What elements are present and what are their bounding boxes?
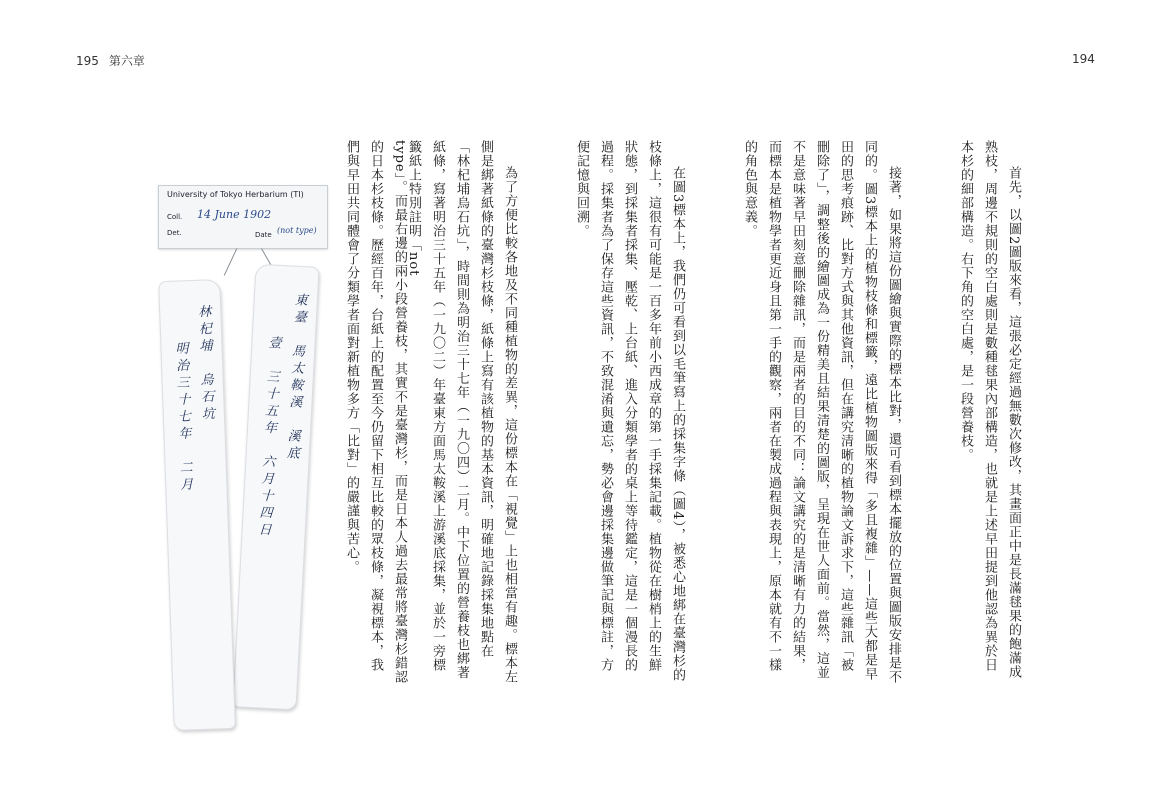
det-label: Det. <box>167 229 182 237</box>
paragraph: 在圖3標本上，我們仍可看到以毛筆寫上的採集字條（圖4），被悉心地綁在臺灣杉的枝條上，這很有可能是一百多年前小西成章的第一手採集記載。植物從在樹梢上的生鮮狀態，到採集者採集、壓乾、上台紙、進入分類學者的桌上等待鑑定，這是一個漫長的過程。採集者為了保存這些資訊，不致混淆與遺忘，勢必會邊採集邊做筆記與標註，方便記憶與回溯。 <box>574 140 685 683</box>
page-number-left: 195 <box>76 54 99 68</box>
page-number-right: 194 <box>1072 52 1095 66</box>
paragraph: 首先，以圖2圖版來看，這張必定經過無數次修改，其畫面正中是長滿毬果的飽滿成熟枝，周邊不規則的空白處則是數種毬果內部構造，也就是上述早田提到他認為異於日本杉的細部構造。右下角的空白處，是一段營養枝。 <box>958 140 1021 680</box>
paragraph: 為了方便比較各地及不同種植物的差異，這份標本在「視覺」上也相當有趣。標本左側是綁著紙條的臺灣杉枝條，紙條上寫有該植物的基本資訊，明確地記錄採集地點在「林杞埔烏石坑」，時間則為明治三十七年（一九〇四）二月。中下位置的營養枝也綁著紙條，寫著明治三十五年（一九〇二）年臺東方面馬太鞍溪上游溪底採集，並於一旁標籤紙上特別註明「not <box>406 140 517 684</box>
specimen-note-strip-right <box>232 264 319 711</box>
page-folio-right <box>1072 52 1095 66</box>
chapter-title: 第六章 <box>108 54 145 68</box>
det-row <box>167 229 182 237</box>
date-value: (not type) <box>277 226 317 235</box>
left-page-body <box>315 140 459 685</box>
handwritten-note: 東臺 馬太鞍溪 溪底 <box>283 292 308 464</box>
handwritten-note: 壹 三十五年 六月十四日 <box>255 335 281 540</box>
handwritten-note: 明治三十七年 二月 <box>172 341 193 495</box>
specimen-note-strip-left <box>158 279 236 731</box>
handwritten-note: 林杞埔 烏石坑 <box>195 304 215 424</box>
specimen-figure <box>152 185 332 730</box>
paragraph: type」。而最右邊的兩小段營養枝，其實不是臺灣杉，而是日本人過去最常將臺灣杉錯認的日本杉枝條。歷經百年，台紙上的配置至今仍留下相互比較的眾枝條，凝視標本，我們與早田共同體會了分類學者面對新植物多方「比對」的嚴謹與苦心。 <box>344 140 407 685</box>
coll-value: 14 June 1902 <box>197 208 272 221</box>
tie-string <box>224 248 238 276</box>
coll-row <box>167 213 182 221</box>
herbarium-label-header: University of Tokyo Herbarium (TI) <box>167 190 304 199</box>
coll-label: Coll. <box>167 213 183 221</box>
right-page-body <box>377 140 1073 685</box>
herbarium-label <box>158 185 328 249</box>
page-folio-left <box>76 52 145 69</box>
date-label: Date <box>255 231 272 239</box>
paragraph: 接著，如果將這份圖繪與實際的標本比對，還可看到標本擺放的位置與圖版安排是不同的。圖3標本上的植物枝條和標籤，遠比植物圖版來得「多且複雜」——這些大都是早田的思考痕跡、比對方式與其他資訊，但在講究清晰的植物論文訴求下，這些雜訊「被刪除了」，調整後的繪圖成為一份精美且結果清楚的圖版，呈現在世人面前。當然，這並不是意味著早田刻意刪除雜訊，而是兩者的目的不同：論文講究的是清晰有力的結果，而標本是植物學者更近身且第一手的觀察，兩者在製成過程與表現上，原本就有不一樣的角色與意義。 <box>742 140 901 684</box>
